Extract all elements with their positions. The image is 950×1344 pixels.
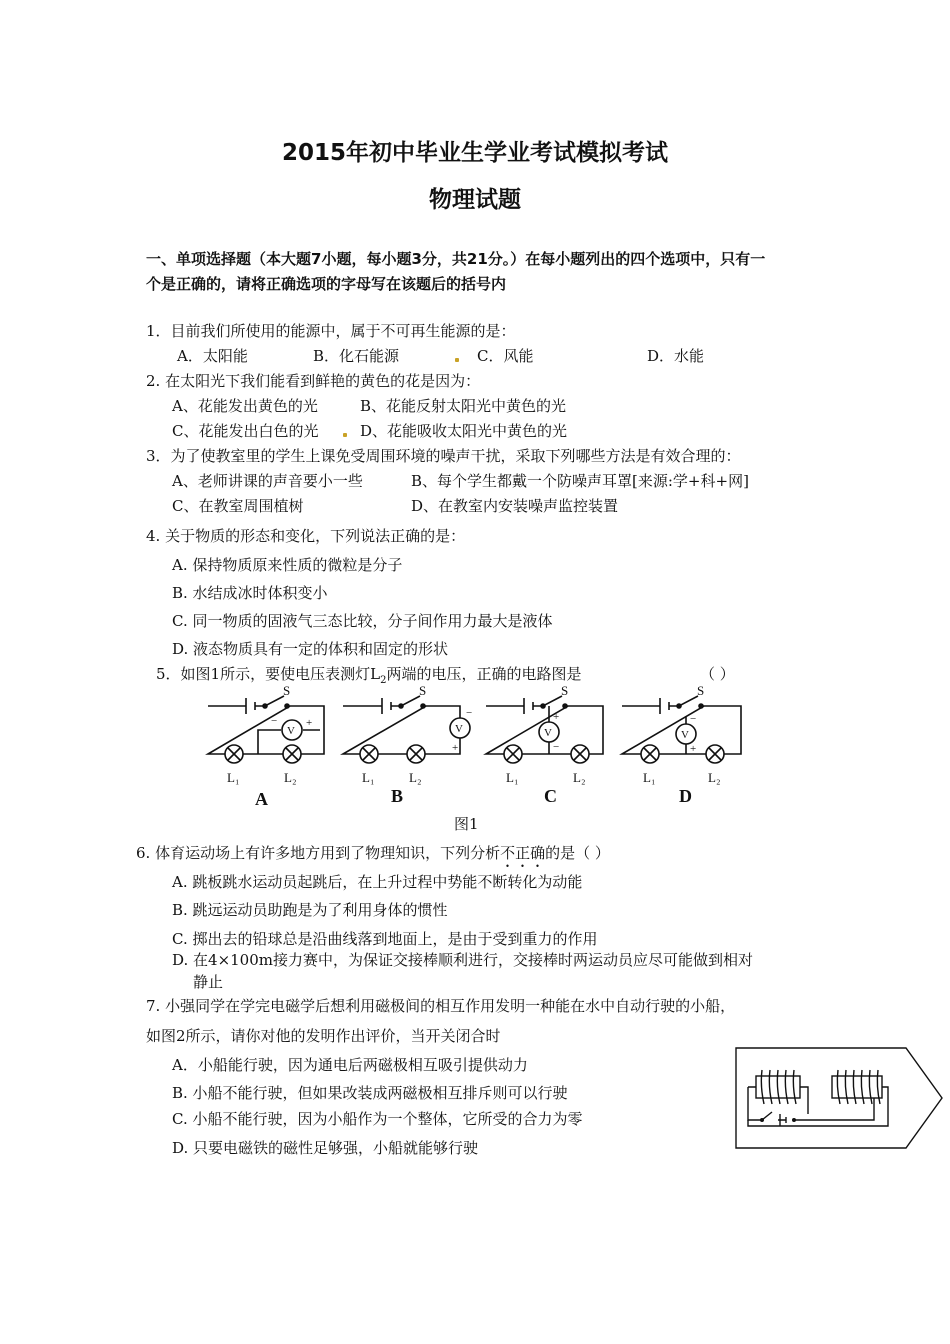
option-label-d: D: [679, 786, 692, 806]
circuit-b: [343, 696, 473, 763]
minus-mark: −: [690, 713, 697, 725]
q6-stem: 6. 体育运动场上有许多地方用到了物理知识，下列分析不正确的是（ ）: [136, 844, 610, 862]
minus-mark: −: [553, 741, 560, 753]
q4-stem: 4. 关于物质的形态和变化，下列说法正确的是：: [146, 527, 466, 545]
q6-option-d-line-1: D. 在4×100m接力赛中，为保证交接棒顺利进行，交接棒时两运动员应尽可能做到相对: [172, 951, 753, 969]
voltmeter-label: V: [287, 725, 295, 737]
q2-option-b: B、花能反射太阳光中黄色的光: [360, 397, 567, 415]
q1-option-d: D．水能: [647, 347, 705, 365]
voltmeter-label: V: [681, 729, 689, 741]
lamp-2-label: L₂: [708, 770, 721, 785]
q3-option-b: B、每个学生都戴一个防噪声耳罩[来源:学+科+网]: [411, 472, 749, 490]
q1-option-b: B．化石能源: [313, 347, 400, 365]
figure-2-boat: [734, 1046, 949, 1156]
lamp-1-label: L₁: [227, 770, 240, 785]
switch-label: S: [561, 686, 569, 698]
lamp-1-label: L₁: [643, 770, 656, 785]
minus-mark: −: [466, 707, 473, 719]
section-1-line-2: 个是正确的，请将正确选项的字母写在该题后的括号内: [146, 275, 507, 293]
q5-answer-bracket: （ ）: [700, 665, 735, 683]
q7-option-b: B. 小船不能行驶，但如果改装成两磁极相互排斥则可以行驶: [172, 1084, 568, 1102]
q6-option-d-line-2: 静止: [193, 973, 224, 991]
lamp-2-label: L₂: [284, 770, 297, 785]
q2-stem: 2. 在太阳光下我们能看到鲜艳的黄色的花是因为：: [146, 372, 481, 390]
scan-mark: [455, 358, 459, 362]
lamp-1-label: L₁: [506, 770, 519, 785]
switch-label: S: [697, 686, 705, 698]
q3-option-a: A、老师讲课的声音要小一些: [172, 472, 363, 490]
switch-label: S: [283, 686, 291, 698]
q4-option-a: A. 保持物质原来性质的微粒是分子: [172, 556, 403, 574]
q4-option-d: D. 液态物质具有一定的体积和固定的形状: [172, 640, 449, 658]
q7-option-a: A．小船能行驶，因为通电后两磁极相互吸引提供动力: [172, 1056, 528, 1074]
q7-option-c: C. 小船不能行驶，因为小船作为一个整体，它所受的合力为零: [172, 1110, 583, 1128]
q7-stem-line-1: 7. 小强同学在学完电磁学后想利用磁极间的相互作用发明一种能在水中自动行驶的小船，: [146, 997, 736, 1015]
plus-mark: +: [306, 717, 313, 729]
q6-option-a: A. 跳板跳水运动员起跳后，在上升过程中势能不断转化为动能: [172, 873, 583, 891]
q2-option-d: D、花能吸收太阳光中黄色的光: [360, 422, 568, 440]
q1-option-a: A．太阳能: [177, 347, 248, 365]
lamp-2-label: L₂: [573, 770, 586, 785]
circuit-a: [208, 696, 324, 763]
q2-option-c: C、花能发出白色的光: [172, 422, 319, 440]
scan-mark: [343, 433, 347, 437]
figure-1-caption: 图1: [454, 815, 479, 833]
plus-mark: +: [553, 711, 560, 723]
minus-mark: −: [271, 715, 278, 727]
q3-option-d: D、在教室内安装噪声监控装置: [411, 497, 619, 515]
q3-stem: 3．为了使教室里的学生上课免受周围环境的噪声干扰，采取下列哪些方法是有效合理的：: [146, 447, 741, 465]
q2-option-a: A、花能发出黄色的光: [172, 397, 318, 415]
lamp-2-label: L₂: [409, 770, 422, 785]
q4-option-b: B. 水结成冰时体积变小: [172, 584, 328, 602]
option-label-b: B: [391, 786, 404, 806]
option-label-c: C: [544, 786, 557, 806]
page-title: 2015年初中毕业生学业考试模拟考试: [281, 140, 668, 166]
plus-mark: +: [690, 743, 697, 755]
q5-stem: 5．如图1所示，要使电压表测灯$L_2$两端的电压，正确的电路图是: [156, 665, 582, 686]
switch-label: S: [419, 686, 427, 698]
section-1-line-1: 一、单项选择题（本大题7小题，每小题3分，共21分。）在每小题列出的四个选项中，只有一: [146, 250, 766, 268]
electromagnet-right: [832, 1076, 882, 1098]
figure-1-circuits: [0, 686, 950, 816]
voltmeter-label: V: [455, 723, 463, 735]
voltmeter-label: V: [544, 727, 552, 739]
q4-option-c: C. 同一物质的固液气三态比较，分子间作用力最大是液体: [172, 612, 553, 630]
q1-stem: 1．目前我们所使用的能源中，属于不可再生能源的是：: [146, 322, 516, 340]
q6-option-b: B. 跳远运动员助跑是为了利用身体的惯性: [172, 901, 448, 919]
option-label-a: A: [255, 789, 268, 809]
q7-stem-line-2: 如图2所示，请你对他的发明作出评价，当开关闭合时: [146, 1027, 501, 1045]
page-subtitle: 物理试题: [429, 187, 521, 213]
q1-option-c: C．风能: [477, 347, 534, 365]
lamp-1-label: L₁: [362, 770, 375, 785]
q3-option-c: C、在教室周围植树: [172, 497, 304, 515]
q7-option-d: D. 只要电磁铁的磁性足够强，小船就能够行驶: [172, 1139, 479, 1157]
q6-option-c: C. 掷出去的铅球总是沿曲线落到地面上，是由于受到重力的作用: [172, 930, 598, 948]
plus-mark: +: [452, 742, 459, 754]
